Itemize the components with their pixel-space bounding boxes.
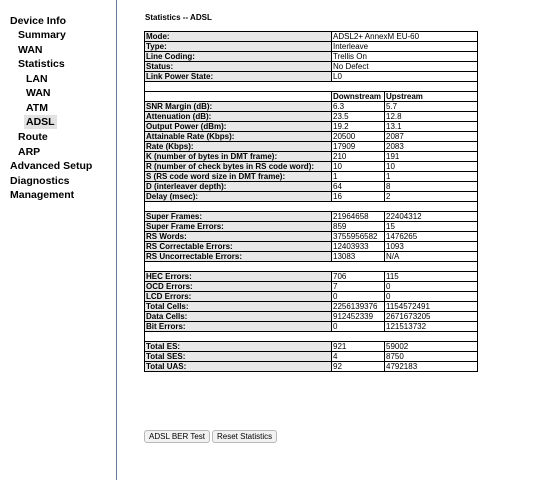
- row-label: Bit Errors:: [145, 322, 332, 332]
- upstream-value: 10: [385, 162, 478, 172]
- table-row: [145, 182, 478, 192]
- upstream-value: 1093: [385, 242, 478, 252]
- upstream-value: 13.1: [385, 122, 478, 132]
- downstream-value: 23.5: [332, 112, 385, 122]
- row-label: Total Cells:: [145, 302, 332, 312]
- row-value: No Defect: [332, 62, 478, 72]
- table-row: [145, 362, 478, 372]
- sidebar-item-diagnostics[interactable]: Diagnostics: [10, 175, 70, 187]
- downstream-value: 92: [332, 362, 385, 372]
- sidebar-item-device-info[interactable]: Device Info: [10, 15, 67, 27]
- downstream-value: 13083: [332, 252, 385, 262]
- table-row: [145, 302, 478, 312]
- table-row: [145, 352, 478, 362]
- downstream-value: 2256139376: [332, 302, 385, 312]
- row-label: K (number of bytes in DMT frame):: [145, 152, 332, 162]
- upstream-value: 2087: [385, 132, 478, 142]
- row-label: RS Words:: [145, 232, 332, 242]
- upstream-value: 22404312: [385, 212, 478, 222]
- upstream-value: 2671673205: [385, 312, 478, 322]
- row-label: OCD Errors:: [145, 282, 332, 292]
- downstream-value: 4: [332, 352, 385, 362]
- upstream-value: 0: [385, 292, 478, 302]
- row-value: Interleave: [332, 42, 478, 52]
- table-row: [145, 122, 478, 132]
- blank-cell: [145, 332, 478, 342]
- header-empty-cell: [145, 92, 332, 102]
- row-value: ADSL2+ AnnexM EU-60: [332, 32, 478, 42]
- sidebar-item-stats-wan[interactable]: WAN: [26, 87, 51, 99]
- upstream-value: 5.7: [385, 102, 478, 112]
- row-label: Attenuation (dB):: [145, 112, 332, 122]
- upstream-value: 2: [385, 192, 478, 202]
- row-label: Delay (msec):: [145, 192, 332, 202]
- upstream-value: 8: [385, 182, 478, 192]
- blank-row: [145, 82, 478, 92]
- table-row: [145, 162, 478, 172]
- table-row: [145, 72, 478, 82]
- downstream-value: 859: [332, 222, 385, 232]
- table-row: [145, 212, 478, 222]
- sidebar-item-arp[interactable]: ARP: [18, 146, 41, 158]
- downstream-value: 921: [332, 342, 385, 352]
- upstream-value: 115: [385, 272, 478, 282]
- table-row: [145, 222, 478, 232]
- table-row: [145, 282, 478, 292]
- upstream-value: 121513732: [385, 322, 478, 332]
- row-label: HEC Errors:: [145, 272, 332, 282]
- sidebar-item-route[interactable]: Route: [18, 131, 48, 143]
- upstream-value: N/A: [385, 252, 478, 262]
- sidebar-item-statistics[interactable]: Statistics: [18, 58, 65, 70]
- upstream-value: 1154572491: [385, 302, 478, 312]
- table-row: [145, 62, 478, 72]
- row-label: Rate (Kbps):: [145, 142, 332, 152]
- table-row: [145, 132, 478, 142]
- sidebar: [0, 0, 117, 480]
- upstream-value: 4792183: [385, 362, 478, 372]
- downstream-value: 1: [332, 172, 385, 182]
- table-row: [145, 242, 478, 252]
- row-label: LCD Errors:: [145, 292, 332, 302]
- row-value: L0: [332, 72, 478, 82]
- downstream-value: 19.2: [332, 122, 385, 132]
- downstream-value: 16: [332, 192, 385, 202]
- adsl-ber-test-button[interactable]: ADSL BER Test: [144, 430, 210, 443]
- upstream-value: 59002: [385, 342, 478, 352]
- table-row: [145, 152, 478, 162]
- downstream-value: 706: [332, 272, 385, 282]
- row-label: SNR Margin (dB):: [145, 102, 332, 112]
- downstream-value: 12403933: [332, 242, 385, 252]
- table-row: [145, 192, 478, 202]
- sidebar-item-wan[interactable]: WAN: [18, 44, 43, 56]
- column-header-row: [145, 92, 478, 102]
- row-label: Total UAS:: [145, 362, 332, 372]
- blank-row: [145, 332, 478, 342]
- downstream-value: 10: [332, 162, 385, 172]
- downstream-value: 210: [332, 152, 385, 162]
- upstream-value: 191: [385, 152, 478, 162]
- table-row: [145, 112, 478, 122]
- upstream-value: 8750: [385, 352, 478, 362]
- row-label: Attainable Rate (Kbps):: [145, 132, 332, 142]
- downstream-value: 3755956582: [332, 232, 385, 242]
- reset-statistics-button[interactable]: Reset Statistics: [212, 430, 277, 443]
- upstream-value: 2083: [385, 142, 478, 152]
- blank-row: [145, 202, 478, 212]
- blank-cell: [145, 202, 478, 212]
- table-row: [145, 102, 478, 112]
- table-row: [145, 272, 478, 282]
- upstream-value: 1: [385, 172, 478, 182]
- row-label: Line Coding:: [145, 52, 332, 62]
- sidebar-item-stats-adsl[interactable]: ADSL: [26, 116, 55, 128]
- upstream-value: 0: [385, 282, 478, 292]
- sidebar-item-summary[interactable]: Summary: [18, 29, 66, 41]
- blank-cell: [145, 82, 478, 92]
- table-row: [145, 52, 478, 62]
- upstream-value: 15: [385, 222, 478, 232]
- table-row: [145, 172, 478, 182]
- table-row: [145, 312, 478, 322]
- row-label: Status:: [145, 62, 332, 72]
- downstream-value: 912452339: [332, 312, 385, 322]
- table-row: [145, 32, 478, 42]
- blank-row: [145, 262, 478, 272]
- downstream-value: 7: [332, 282, 385, 292]
- row-label: R (number of check bytes in RS code word):: [145, 162, 332, 172]
- row-label: Link Power State:: [145, 72, 332, 82]
- downstream-value: 0: [332, 292, 385, 302]
- row-value: Trellis On: [332, 52, 478, 62]
- adsl-statistics-table: [144, 31, 478, 372]
- sidebar-item-advanced-setup[interactable]: Advanced Setup: [10, 160, 93, 172]
- row-label: Output Power (dBm):: [145, 122, 332, 132]
- column-header-downstream: Downstream: [332, 92, 385, 102]
- row-label: D (interleaver depth):: [145, 182, 332, 192]
- row-label: Total SES:: [145, 352, 332, 362]
- downstream-value: 20500: [332, 132, 385, 142]
- row-label: Super Frame Errors:: [145, 222, 332, 232]
- sidebar-item-stats-lan[interactable]: LAN: [26, 73, 48, 85]
- table-row: [145, 142, 478, 152]
- sidebar-item-stats-atm[interactable]: ATM: [26, 102, 48, 114]
- table-row: [145, 342, 478, 352]
- downstream-value: 64: [332, 182, 385, 192]
- row-label: RS Correctable Errors:: [145, 242, 332, 252]
- downstream-value: 0: [332, 322, 385, 332]
- row-label: Mode:: [145, 32, 332, 42]
- downstream-value: 21964658: [332, 212, 385, 222]
- table-row: [145, 42, 478, 52]
- row-label: Total ES:: [145, 342, 332, 352]
- upstream-value: 12.8: [385, 112, 478, 122]
- upstream-value: 1476265: [385, 232, 478, 242]
- row-label: Data Cells:: [145, 312, 332, 322]
- row-label: Type:: [145, 42, 332, 52]
- table-row: [145, 232, 478, 242]
- column-header-upstream: Upstream: [385, 92, 478, 102]
- sidebar-item-management[interactable]: Management: [10, 189, 75, 201]
- table-row: [145, 252, 478, 262]
- downstream-value: 17909: [332, 142, 385, 152]
- row-label: S (RS code word size in DMT frame):: [145, 172, 332, 182]
- table-row: [145, 292, 478, 302]
- row-label: RS Uncorrectable Errors:: [145, 252, 332, 262]
- blank-cell: [145, 262, 478, 272]
- page-title: Statistics -- ADSL: [145, 13, 212, 22]
- table-row: [145, 322, 478, 332]
- downstream-value: 6.3: [332, 102, 385, 112]
- row-label: Super Frames:: [145, 212, 332, 222]
